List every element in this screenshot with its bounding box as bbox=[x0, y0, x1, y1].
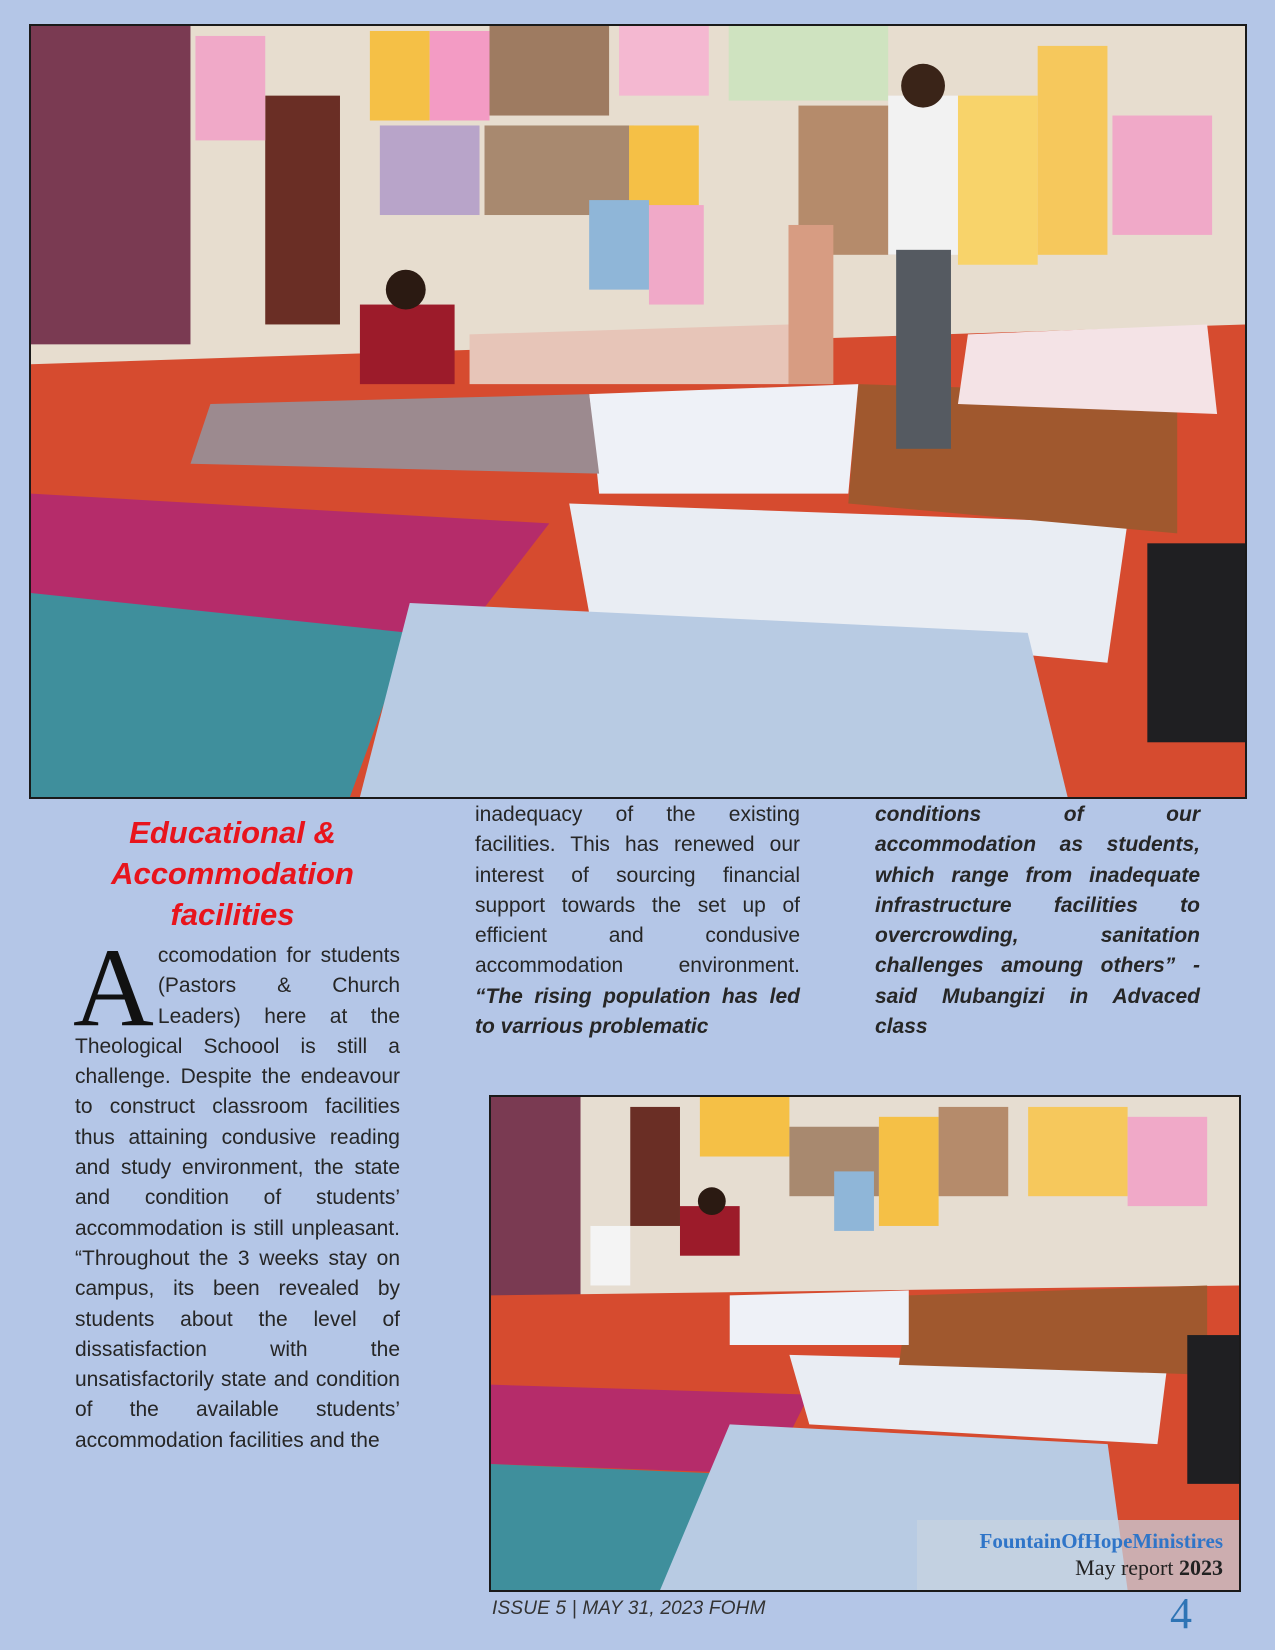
article-title: Educational & Accommodation facilities bbox=[111, 815, 354, 932]
article-column-3 bbox=[875, 800, 1200, 1042]
report-month: May report bbox=[1075, 1555, 1174, 1580]
organization-name: FountainOfHopeMinistires bbox=[979, 1529, 1223, 1553]
quote-start: “The rising population has led to varrious problematic bbox=[475, 984, 800, 1039]
report-year: 2023 bbox=[1179, 1555, 1223, 1580]
column-1-text: ccomodation for students (Pastors & Church Leaders) here at the Theological Schoool is still a challenge. Despite the endeavour to construct classroom facilities thus attaining condusive reading and study environment, the state and condition of students’ accommodation is still unpleasant. “Throughout the 3 weeks stay on campus, its been revealed by students about the level of dissatisfaction with the unsatisfactorily state and condition of the available students’ accommodation facilities and the bbox=[75, 944, 400, 1452]
page-number: 4 bbox=[1170, 1589, 1192, 1638]
dormitory-photo-top bbox=[29, 24, 1247, 799]
quote-continued: conditions of our accommodation as students, which range from inadequate infrastructure facilities to overcrowding, sanitation challenges amoung others” - said Mubangizi in Advaced class bbox=[875, 803, 1200, 1039]
report-label bbox=[917, 1554, 1223, 1582]
dormitory-photo-bottom bbox=[489, 1095, 1241, 1592]
drop-cap: A bbox=[73, 926, 154, 1050]
article-column-1 bbox=[73, 926, 400, 1456]
report-watermark bbox=[917, 1520, 1239, 1590]
column-2-text: inadequacy of the existing facilities. This has renewed our interest of sourcing financial support towards the set up of efficient and condusive accommodation environment. bbox=[475, 803, 800, 978]
issue-footer: ISSUE 5 | MAY 31, 2023 FOHM bbox=[492, 1598, 766, 1619]
article-column-2 bbox=[475, 800, 800, 1042]
